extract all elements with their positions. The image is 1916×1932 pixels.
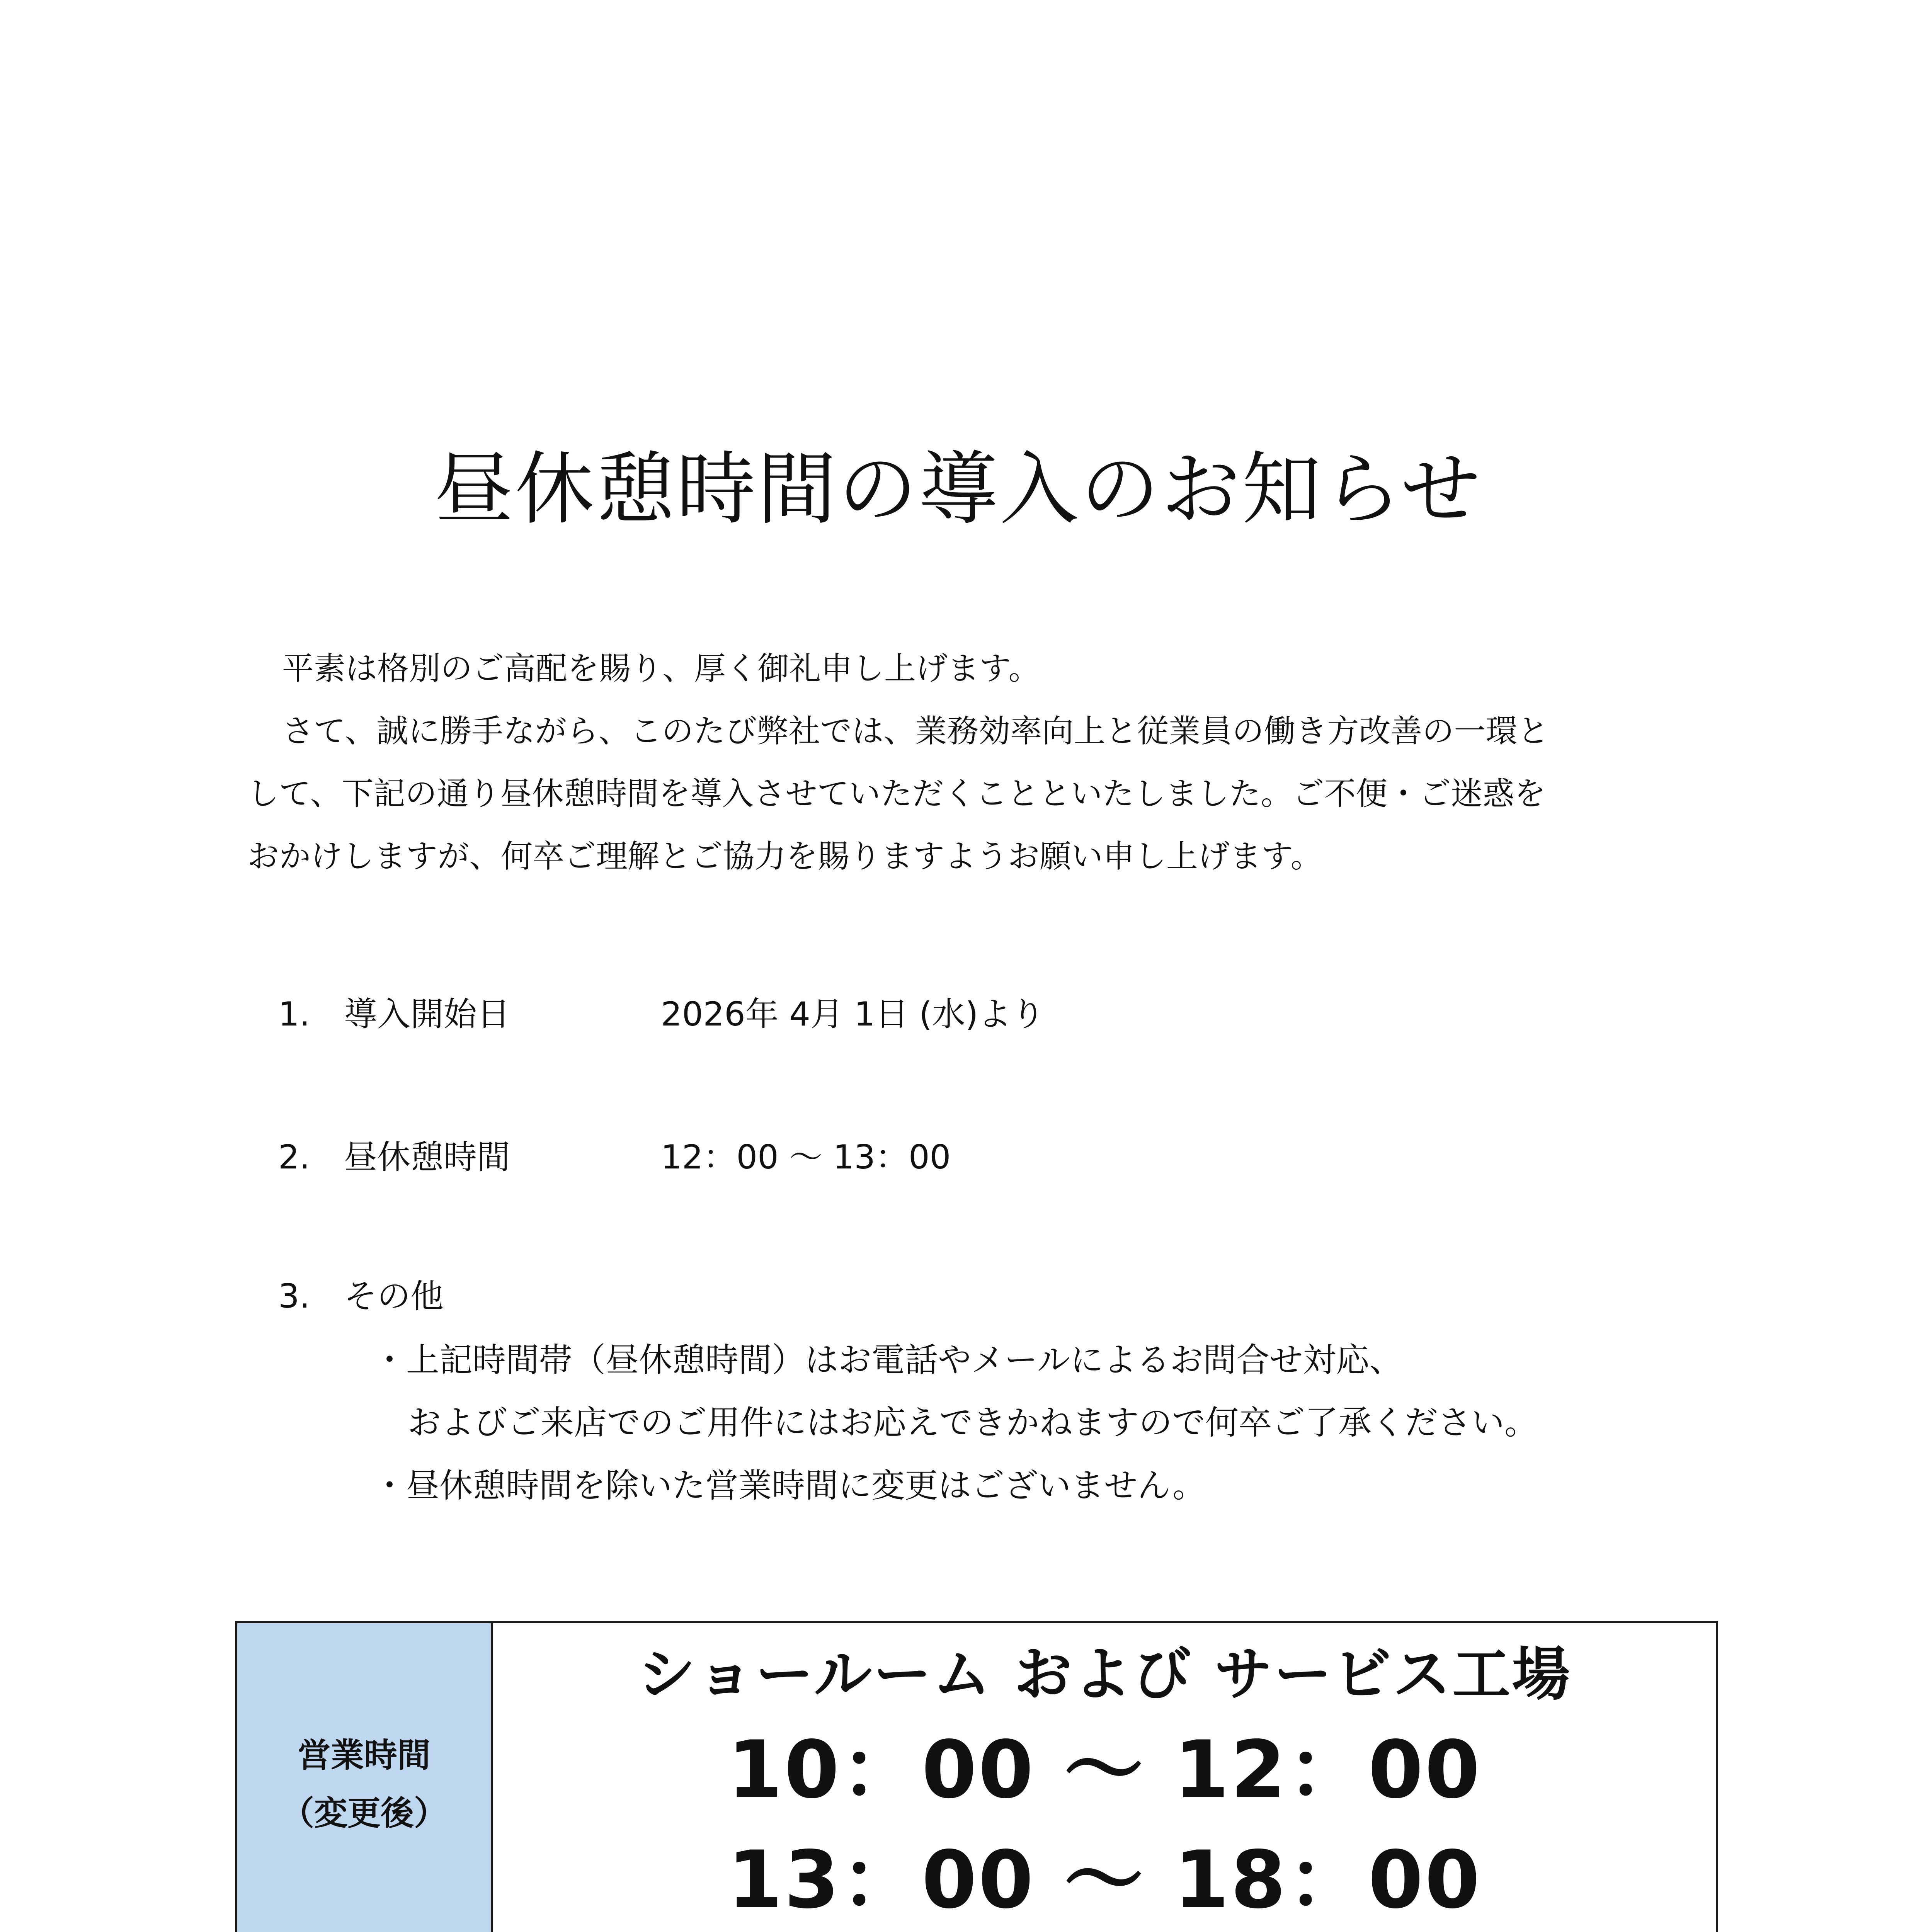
item-number: 1.	[278, 995, 310, 1034]
other-note: ・昼休憩時間を除いた営業時間に変更はございません。	[373, 1466, 1206, 1505]
hours-label: 営業時間	[298, 1736, 431, 1775]
item-value: 12：00 ～ 13：00	[661, 1138, 951, 1177]
intro-line: さて、誠に勝手ながら、このたび弊社では、業務効率向上と従業員の働き方改善の一環と	[282, 713, 1549, 750]
hours-detail-cell	[493, 1623, 1716, 1932]
intro-line: おかけしますが、何卒ご理解とご協力を賜りますようお願い申し上げます。	[247, 838, 1322, 875]
hours-slot-morning: 10：00 ～ 12：00	[727, 1724, 1482, 1816]
item-value: 2026年 4月 1日 (水)より	[661, 995, 1045, 1034]
hours-label-cell	[237, 1623, 493, 1932]
item-label: 導入開始日	[344, 995, 510, 1034]
item-label: その他	[344, 1277, 444, 1316]
other-note: ・上記時間帯（昼休憩時間）はお電話やメールによるお問合せ対応、	[373, 1341, 1403, 1379]
page-title: 昼休憩時間の導入のお知らせ	[434, 444, 1482, 536]
item-label: 昼休憩時間	[344, 1138, 510, 1177]
hours-slot-afternoon: 13：00 ～ 18：00	[727, 1834, 1482, 1926]
intro-line: して、下記の通り昼休憩時間を導入させていただくことといたしました。ご不便・ご迷惑を	[247, 776, 1546, 812]
intro-paragraph	[247, 638, 1677, 888]
hours-label-note: （変更後）	[281, 1794, 447, 1833]
business-hours-box	[235, 1621, 1718, 1932]
venue-name: ショールーム および サービス工場	[637, 1641, 1572, 1708]
item-number: 2.	[278, 1138, 310, 1177]
item-number: 3.	[278, 1277, 310, 1316]
intro-line: 平素は格別のご高配を賜り、厚く御礼申し上げます。	[282, 650, 1040, 687]
other-note: およびご来店でのご用件にはお応えできかねますので何卒ご了承ください。	[408, 1403, 1538, 1442]
